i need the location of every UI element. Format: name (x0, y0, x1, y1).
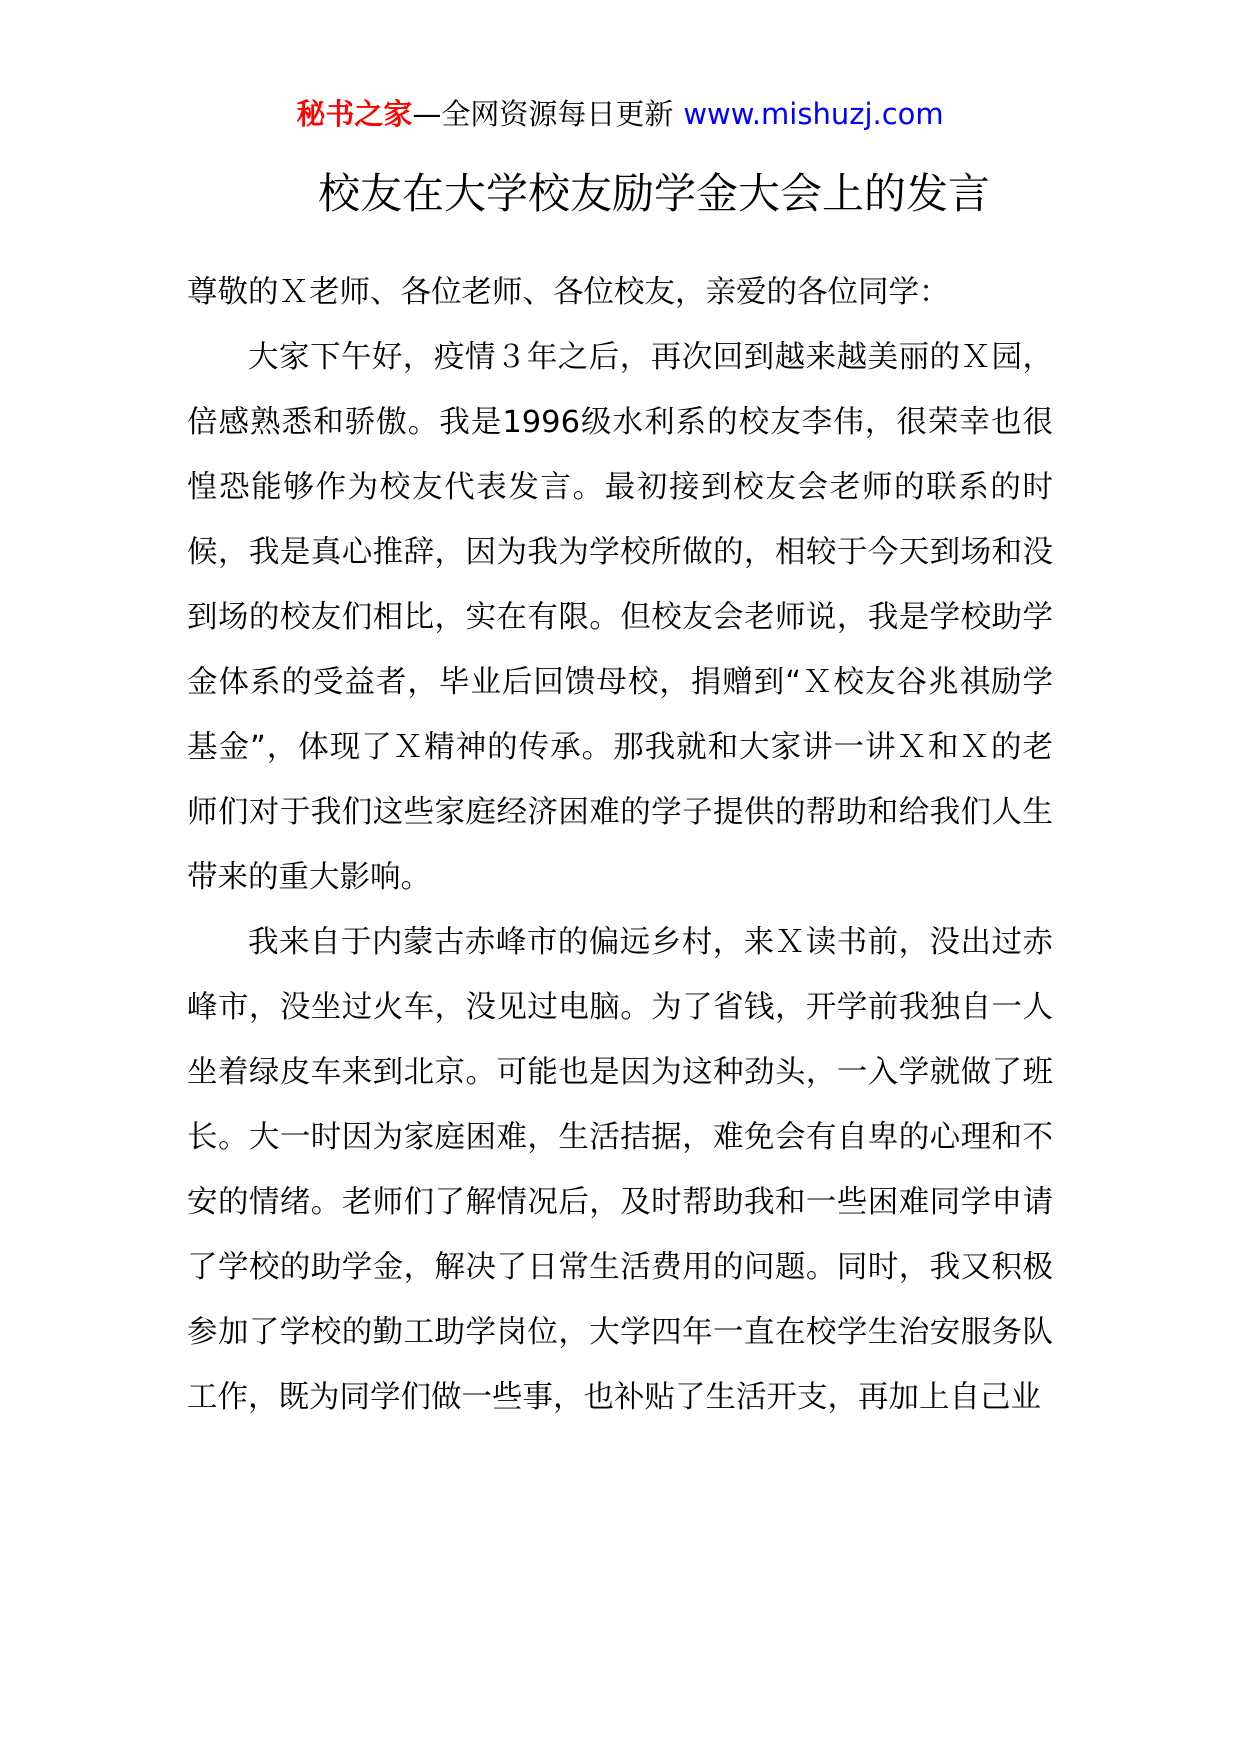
document-title: 校友在大学校友励学金大会上的发言 (317, 169, 990, 218)
site-header (0, 94, 1240, 134)
body-paragraph: 大家下午好，疫情３年之后，再次回到越来越美丽的Ｘ园，倍感熟悉和骄傲。我是1996级水利系的校友李伟，很荣幸也很惶恐能够作为校友代表发言。最初接到校友会老师的联系的时候，我是真心推辞，因为我为学校所做的，相较于今天到场和没到场的校友们相比，实在有限。但校友会老师说，我是学校助学金体系的受益者，毕业后回馈母校，捐赠到“Ｘ校友谷兆祺励学基金”，体现了Ｘ精神的传承。那我就和大家讲一讲Ｘ和Ｘ的老师们对于我们这些家庭经济困难的学子提供的帮助和给我们人生带来的重大影响。 (187, 340, 1053, 895)
header-tagline: —全网资源每日更新 (412, 97, 674, 131)
body-paragraph: 我来自于内蒙古赤峰市的偏远乡村，来Ｘ读书前，没出过赤峰市，没坐过火车，没见过电脑。为了省钱，开学前我独自一人坐着绿皮车来到北京。可能也是因为这种劲头，一入学就做了班长。大一时因为家庭困难，生活拮据，难免会有自卑的心理和不安的情绪。老师们了解情况后，及时帮助我和一些困难同学申请了学校的助学金，解决了日常生活费用的问题。同时，我又积极参加了学校的勤工助学岗位，大学四年一直在校学生治安服务队工作，既为同学们做一些事，也补贴了生活开支，再加上自己业 (187, 925, 1053, 1415)
brand-name: 秘书之家 (296, 97, 413, 131)
site-url-link[interactable]: www.mishuzj.com (683, 97, 944, 131)
salutation: 尊敬的Ｘ老师、各位老师、各位校友，亲爱的各位同学： (187, 275, 950, 310)
document-body (187, 260, 1053, 1430)
